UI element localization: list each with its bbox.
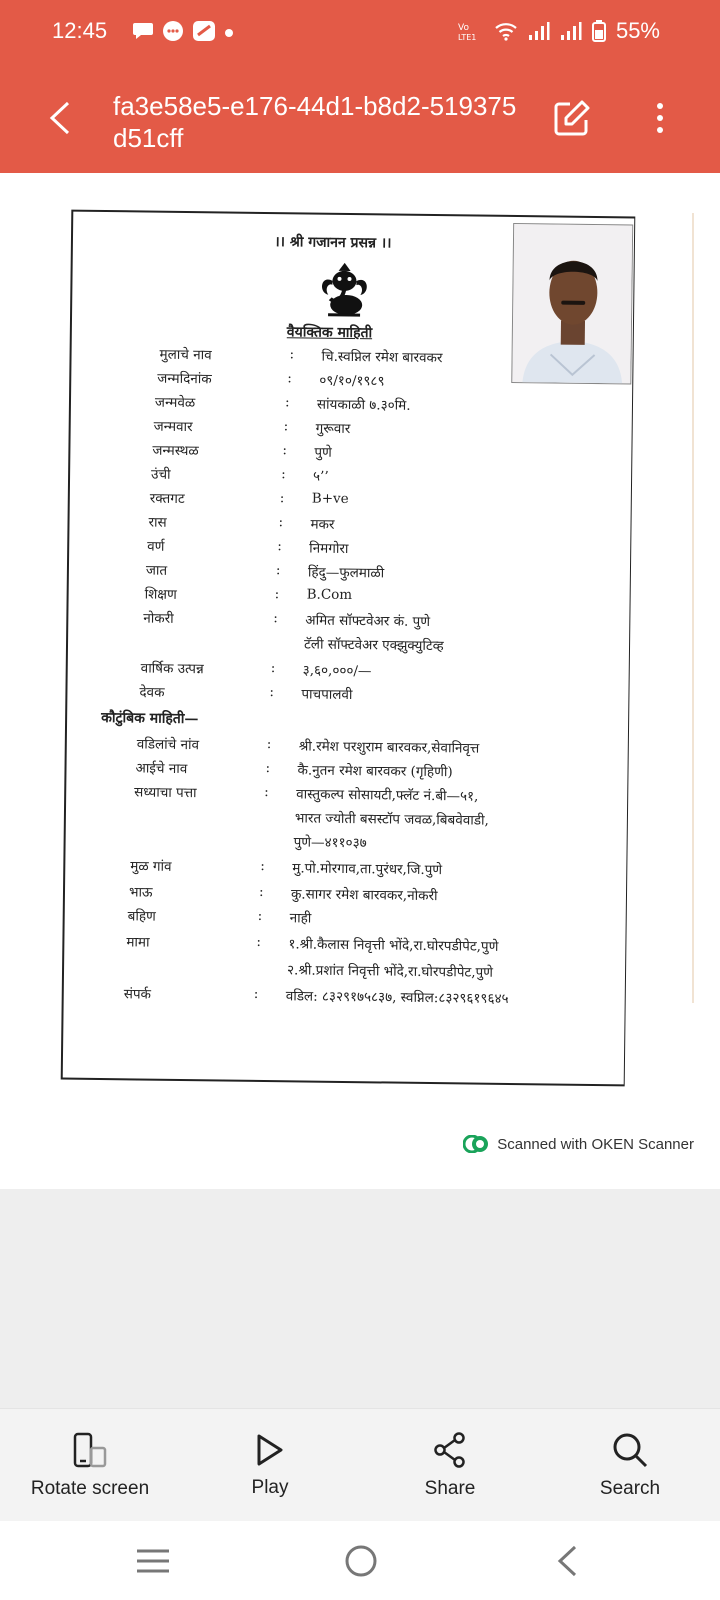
- document-title: fa3e58e5-e176-44d1-b8d2-519375d51cff: [113, 91, 517, 153]
- rotate-screen-label: Rotate screen: [30, 1477, 150, 1499]
- nav-back-icon: [556, 1545, 578, 1577]
- profile-photo: [511, 223, 633, 384]
- search-button[interactable]: [540, 1409, 720, 1522]
- signal-2-icon: [560, 21, 582, 41]
- battery-icon: [592, 20, 606, 42]
- menu-lines-icon: [136, 1547, 170, 1575]
- scanner-badge: [463, 1135, 694, 1153]
- lte-label: LTE1: [457, 33, 477, 42]
- rotate-screen-icon: [71, 1432, 109, 1468]
- personal-info-title: वैयक्तिक माहिती: [286, 324, 373, 342]
- next-page-edge: [692, 213, 694, 1003]
- home-circle-icon: [344, 1544, 378, 1578]
- document-viewer[interactable]: [0, 173, 720, 1189]
- share-icon: [433, 1432, 467, 1468]
- volte-icon: [458, 20, 484, 42]
- search-label: Search: [599, 1477, 661, 1499]
- bottom-toolbar: [0, 1408, 720, 1521]
- edit-icon: [552, 98, 592, 138]
- play-icon: [255, 1433, 285, 1467]
- nav-back-button[interactable]: [547, 1541, 587, 1581]
- svg-text:Vo: Vo: [457, 23, 469, 33]
- chevron-left-icon: [48, 101, 72, 135]
- rotate-screen-button[interactable]: [0, 1409, 180, 1522]
- chat-bubble-icon: [132, 21, 154, 46]
- share-button[interactable]: [360, 1409, 540, 1522]
- share-label: Share: [424, 1477, 476, 1499]
- biodata-sheet: ।। श्री गजानन प्रसन्न ।। वैयक्तिक माहिती मुलाचे नाव : चि.स्वप्निल रमेश बारवकर जन्मदिनांक : ०९/१०/१९८९ जन्मवेळ : सांयकाळी ७.३०मि. जन्मवार : गुरूवार जन्मस्थळ : पुणे उंची : ५’’ रक्तगट : B+ve रास : मकर वर्ण : निमगोरा जात : हिंदु—फुलमाळी शिक्षण : B.Com नोकरी : अमित सॉफ्टवेअर कं. पुणे टॅली सॉफ्टवेअर एक्झुक्युटिव्ह वार्षिक उत्पन्न : ३,६०,०००/— देवक : पाचपालवी कौटुंबिक माहिती— वडिलांचे नांव : श्री.रमेश परशुराम बारवकर,सेवानिवृत्त आईचे नाव : कै.नुतन रमेश बारवकर (गृहिणी) सध्याचा पत्ता : वास्तुकल्प सोसायटी,फ्लॅट नं.बी—५१, भारत ज्योती बसस्टॉप जवळ,बिबवेवाडी, पुणे—४११०३७ मुळ गांव : मु.पो.मोरगाव,ता.पुरंधर,जि.पुणे भाऊ : कु.सागर रमेश बारवकर,नोकरी बहिण : नाही मामा : १.श्री.कैलास निवृत्ती भोंदे,रा.घोरपडीपेट,पुणे २.श्री.प्रशांत निवृत्ती भोंदे,रा.घोरपडीपेट,पुणे संपर्क : वडिल: ८३२९१७५८३७, स्वप्निल:८३२९६१९६४५: [61, 210, 636, 1087]
- play-label: Play: [251, 1476, 289, 1498]
- wifi-icon: [494, 21, 518, 41]
- status-bar: [0, 0, 720, 62]
- home-button[interactable]: [341, 1541, 381, 1581]
- recent-apps-button[interactable]: [133, 1541, 173, 1581]
- message-icon: [162, 20, 184, 47]
- app-notification-icon: [192, 20, 216, 47]
- play-button[interactable]: [180, 1409, 360, 1522]
- back-button[interactable]: [40, 98, 80, 138]
- sheet-header: ।। श्री गजानन प्रसन्न ।।: [274, 234, 392, 252]
- family-info-title: कौटुंबिक माहिती—: [101, 709, 199, 728]
- edit-button[interactable]: [552, 98, 592, 138]
- dot-icon: [224, 25, 234, 43]
- system-nav-bar: [0, 1521, 720, 1600]
- search-icon: [612, 1432, 648, 1468]
- notification-icons: [132, 20, 234, 47]
- signal-1-icon: [528, 21, 550, 41]
- status-time: 12:45: [52, 18, 108, 43]
- scanner-badge-text: Scanned with OKEN Scanner: [497, 1135, 694, 1153]
- battery-percent: 55%: [615, 18, 660, 43]
- more-options-button[interactable]: [640, 98, 680, 138]
- app-bar: [0, 62, 720, 173]
- status-right: [458, 18, 660, 44]
- ganesha-emblem-icon: [316, 259, 373, 320]
- oken-logo-icon: [463, 1135, 489, 1153]
- more-vert-icon: [656, 102, 664, 134]
